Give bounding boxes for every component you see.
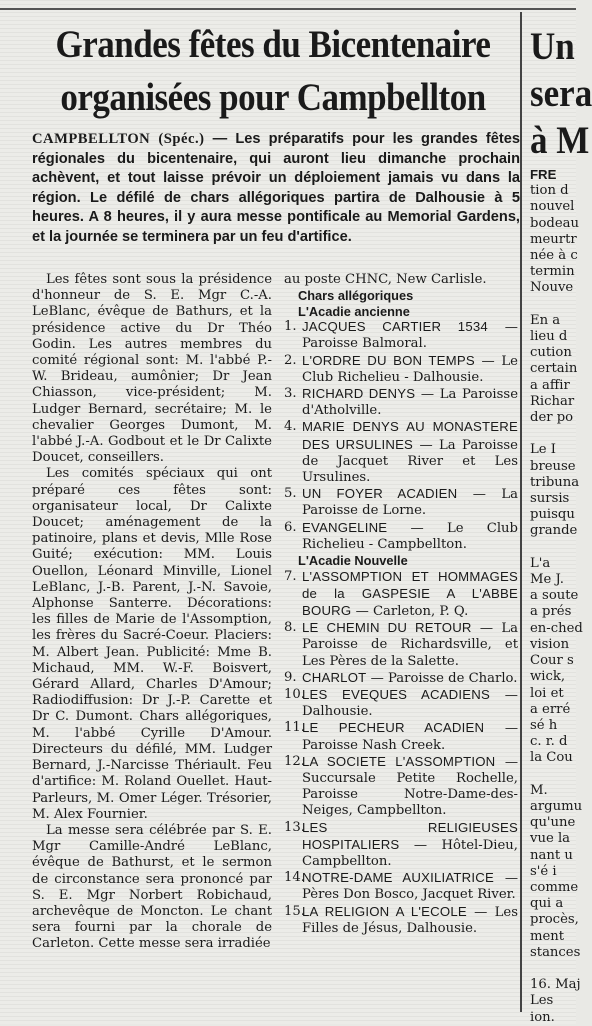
- car-item: [284, 569, 518, 621]
- adjacent-line: termin: [530, 264, 575, 280]
- car-number: 6.: [284, 519, 297, 535]
- article-lead: [32, 130, 520, 247]
- car-name: LE PECHEUR ACADIEN: [302, 720, 485, 736]
- car-text: [302, 569, 518, 621]
- car-text: [302, 620, 518, 670]
- cars-heading: Chars allégoriques: [298, 288, 414, 304]
- car-number: 7.: [284, 568, 297, 584]
- adjacent-line: cution: [530, 345, 572, 361]
- adjacent-line: puisqu: [530, 507, 575, 523]
- car-item: [284, 520, 518, 553]
- adjacent-line: Cour s: [530, 653, 574, 669]
- car-text: [302, 353, 518, 386]
- car-text: [302, 720, 518, 753]
- car-number: 15.: [284, 903, 305, 919]
- section-heading-ancienne: L'Acadie ancienne: [298, 303, 410, 319]
- adjacent-line: sé h: [530, 717, 558, 733]
- car-name: LA RELIGION A L'ECOLE: [302, 903, 467, 919]
- car-name: LES EVEQUES ACADIENS: [302, 686, 490, 702]
- car-item: [284, 620, 518, 670]
- top-rule: [0, 8, 576, 10]
- adjacent-line: s'é i: [530, 863, 557, 879]
- adjacent-line: [530, 426, 590, 442]
- car-detail: — Hôtel-Dieu, Campbellton.: [302, 837, 518, 869]
- car-name: LES RELIGIEUSES HOSPITALIERS: [302, 819, 518, 852]
- car-item: [284, 870, 518, 903]
- car-detail: — Paroisse Nash Creek.: [302, 721, 518, 753]
- paragraph-committee: Les fêtes sont sous la présidence d'honneur de S. E. Mgr C.-A. LeBlanc, évêque de Bathurs, et la présidence active du Dr Théo Godin. Les autres membres du comité régional sont: M. l'abbé P.-W. Brideau, aumônier; Dr Jean Chiasson, vice-président; M. Ludger Bernard, secrétaire; M. le chevalier Georges Dumont, M. l'abbé J.-A. Godbout et le Dr Calixte Doucet, conseillers.: [32, 272, 272, 466]
- adjacent-line: meurtr: [530, 231, 577, 247]
- adjacent-line: comme: [530, 879, 579, 895]
- car-name: LA SOCIETE L'ASSOMPTION: [302, 753, 496, 769]
- adjacent-line: vue la: [530, 831, 571, 847]
- car-detail: — Dalhousie.: [302, 687, 518, 720]
- adjacent-line: la Cou: [530, 750, 573, 766]
- adjacent-line: breuse: [530, 458, 576, 474]
- car-item: [284, 820, 518, 871]
- paragraph-special-committees: Les comités spéciaux qui ont préparé ces fêtes sont: organisateur local, Dr Calixte Doucet; aménagement de la patinoire, plans et devis, Mlle Rose Guité; exécution: MM. Louis Ouellon, Léonard Minville, Lionel LeBlanc, J.-B. Parent, J.-N. Savoie, Alphonse Santerre. Décorations: les filles de Marie de l'Assomption, les frères du Sacré-Coeur. Placiers: M. Albert Jean. Publicité: Mme B. Michaud, MM. W.-F. Boisvert, Gérard Allard, Charles D'Amour; Radiodiffusion: Dr J.-P. Carette et Dr C. Dumont. Chars allégoriques, M. l'abbé Cyrille D'Amour. Directeurs du défilé, MM. Ludger Bernard, J.-Narcisse Thériault. Feu d'artifice: M. Roland Ouellet. Haut-Parleurs, M. Omer Léger. Trésorier, M. Alex Fournier.: [32, 466, 272, 822]
- car-number: 9.: [284, 669, 297, 685]
- adjacent-line: née à c: [530, 248, 578, 264]
- headline-line-1: Grandes fêtes du Bicentenaire: [55, 22, 491, 67]
- adjacent-line: Me J.: [530, 572, 564, 588]
- adjacent-line: lieu d: [530, 329, 568, 345]
- car-detail: — La Paroisse de Jacquet River et Les Ursulines.: [302, 437, 518, 486]
- adjacent-line: ment: [530, 928, 565, 944]
- paragraph-mass: La messe sera célébrée par S. E. Mgr Camille-André LeBlanc, évêque de Bathurst, et le sermon de circonstance sera prononcé par S. E. Mgr Norbert Robichaud, archevêque de Moncton. Le chant sera fourni par la chorale de Carleton. Cette messe sera irradiée: [32, 822, 272, 952]
- adjacent-line: Les: [530, 993, 554, 1009]
- car-text: [302, 754, 518, 820]
- car-item: [284, 720, 518, 753]
- car-number: 5.: [284, 486, 297, 502]
- article-column-2: [284, 272, 518, 937]
- adjacent-line: ion.: [530, 1009, 555, 1025]
- car-name: L'ASSOMPTION ET HOMMAGES de la GASPESIE A L'ABBE BOURG: [302, 568, 518, 618]
- car-text: [302, 870, 518, 903]
- car-name: MARIE DENYS AU MONASTERE DES URSULINES: [302, 419, 518, 452]
- lead-text: — Les préparatifs pour les grandes fêtes régionales du bicentenaire, qui auront lieu dimanche prochain achèvent, et tout laisse prévoir un déploiement jamais vu dans la région. Le défilé de chars allégoriques partira de Dalhousie à 5 heures. A 8 heures, il y aura messe pontificale au Memorial Gardens, et la journée se terminera par un feu d'artifice.: [32, 131, 520, 245]
- adjacent-headline-line-1: Un: [530, 24, 575, 69]
- car-item: [284, 486, 518, 519]
- car-name: RICHARD DENYS: [302, 386, 416, 402]
- car-text: [302, 386, 518, 419]
- adjacent-line: c. r. d: [530, 734, 568, 750]
- adjacent-line: grande: [530, 523, 578, 539]
- car-text: [302, 419, 518, 486]
- section-heading-nouvelle: L'Acadie Nouvelle: [298, 553, 408, 569]
- adjacent-line: tion d: [530, 183, 569, 199]
- car-text: [302, 670, 518, 687]
- car-detail: — Le Club Richelieu - Dalhousie.: [302, 353, 518, 385]
- car-number: 2.: [284, 352, 297, 368]
- adjacent-line: nouvel: [530, 199, 575, 215]
- article-headline: [28, 18, 518, 123]
- car-detail: — Succursale Petite Rochelle, Paroisse Notre-Dame-des-Neiges, Campbellton.: [302, 754, 518, 819]
- adjacent-line: En a: [530, 312, 561, 328]
- adjacent-line: L'a: [530, 555, 551, 571]
- car-detail: — Carleton, P. Q.: [355, 603, 469, 619]
- car-detail: — Paroisse Balmoral.: [302, 320, 518, 352]
- headline-line-2: organisées pour Campbellton: [60, 75, 486, 119]
- car-number: 11.: [284, 720, 305, 736]
- car-name: EVANGELINE: [302, 519, 388, 535]
- adjacent-text-lines: [530, 183, 590, 1026]
- adjacent-line: Le I: [530, 442, 556, 458]
- adjacent-article-column: [530, 20, 592, 1025]
- adjacent-line: tribuna: [530, 474, 580, 490]
- adjacent-line: a erré: [530, 701, 571, 717]
- adjacent-line: [530, 767, 590, 783]
- car-detail: — La Paroisse de Richardsville, et Les Pères de la Salette.: [302, 621, 518, 669]
- car-name: JACQUES CARTIER 1534: [302, 319, 488, 335]
- car-item: [284, 754, 518, 820]
- adjacent-line: nant u: [530, 847, 573, 863]
- adjacent-line: M.: [530, 782, 548, 798]
- cars-list-ancienne: [284, 319, 518, 553]
- adjacent-line: [530, 540, 590, 556]
- adjacent-line: a soute: [530, 588, 579, 604]
- car-item: [284, 319, 518, 352]
- car-item: [284, 419, 518, 486]
- adjacent-line: procès,: [530, 912, 579, 928]
- article-column-1: [32, 272, 272, 953]
- car-text: [302, 687, 518, 720]
- car-number: 13.: [284, 819, 305, 835]
- car-text: [302, 820, 518, 871]
- car-detail: — Pères Don Bosco, Jacquet River.: [302, 871, 518, 903]
- car-number: 14.: [284, 870, 305, 886]
- car-item: [284, 687, 518, 720]
- adjacent-line: Nouve: [530, 280, 574, 296]
- car-text: [302, 319, 518, 352]
- car-text: [302, 520, 518, 553]
- car-number: 8.: [284, 620, 297, 636]
- car-text: [302, 904, 518, 937]
- adjacent-line: a affir: [530, 377, 570, 393]
- car-item: [284, 670, 518, 687]
- car-name: NOTRE-DAME AUXILIATRICE: [302, 870, 494, 886]
- adjacent-line: wick,: [530, 669, 566, 685]
- adjacent-line: certain: [530, 361, 578, 377]
- adjacent-line: der po: [530, 410, 574, 426]
- car-name: UN FOYER ACADIEN: [302, 486, 458, 502]
- car-detail: — La Paroisse d'Atholville.: [302, 387, 518, 419]
- car-detail: — La Paroisse de Lorne.: [302, 487, 518, 519]
- adjacent-line: a prés: [530, 604, 572, 620]
- car-name: CHARLOT: [302, 669, 367, 685]
- cars-list-nouvelle: [284, 569, 518, 937]
- adjacent-lead-fragment: FRE: [530, 167, 557, 182]
- adjacent-line: vision: [530, 636, 570, 652]
- car-number: 12.: [284, 753, 305, 769]
- car-detail: — Les Filles de Jésus, Dalhousie.: [302, 904, 518, 936]
- adjacent-line: en-ched: [530, 620, 583, 636]
- adjacent-line: Richar: [530, 393, 575, 409]
- dateline: CAMPBELLTON (Spéc.): [32, 131, 205, 147]
- adjacent-line: 16. Maj: [530, 977, 581, 993]
- adjacent-headline-line-3: à M: [530, 118, 590, 163]
- car-name: L'ORDRE DU BON TEMPS: [302, 352, 475, 368]
- car-number: 1.: [284, 319, 297, 335]
- column-divider: [520, 12, 522, 1012]
- adjacent-line: qu'une: [530, 815, 576, 831]
- adjacent-line: sursis: [530, 491, 570, 507]
- adjacent-line: qui a: [530, 896, 564, 912]
- car-name: LE CHEMIN DU RETOUR: [302, 620, 472, 636]
- car-number: 10.: [284, 686, 305, 702]
- car-number: 3.: [284, 386, 297, 402]
- adjacent-line: [530, 961, 590, 977]
- car-detail: — Paroisse de Charlo.: [370, 670, 518, 686]
- radio-station-continuation: au poste CHNC, New Carlisle.: [284, 272, 487, 287]
- car-item: [284, 353, 518, 386]
- car-item: [284, 904, 518, 937]
- adjacent-line: stances: [530, 944, 581, 960]
- adjacent-line: bodeau: [530, 215, 579, 231]
- adjacent-headline-line-2: sera: [530, 71, 592, 116]
- adjacent-line: argumu: [530, 798, 583, 814]
- car-number: 4.: [284, 419, 297, 435]
- car-text: [302, 486, 518, 519]
- adjacent-line: loi et: [530, 685, 564, 701]
- adjacent-line: [530, 297, 590, 313]
- car-item: [284, 386, 518, 419]
- car-detail: — Le Club Richelieu - Campbellton.: [302, 520, 518, 552]
